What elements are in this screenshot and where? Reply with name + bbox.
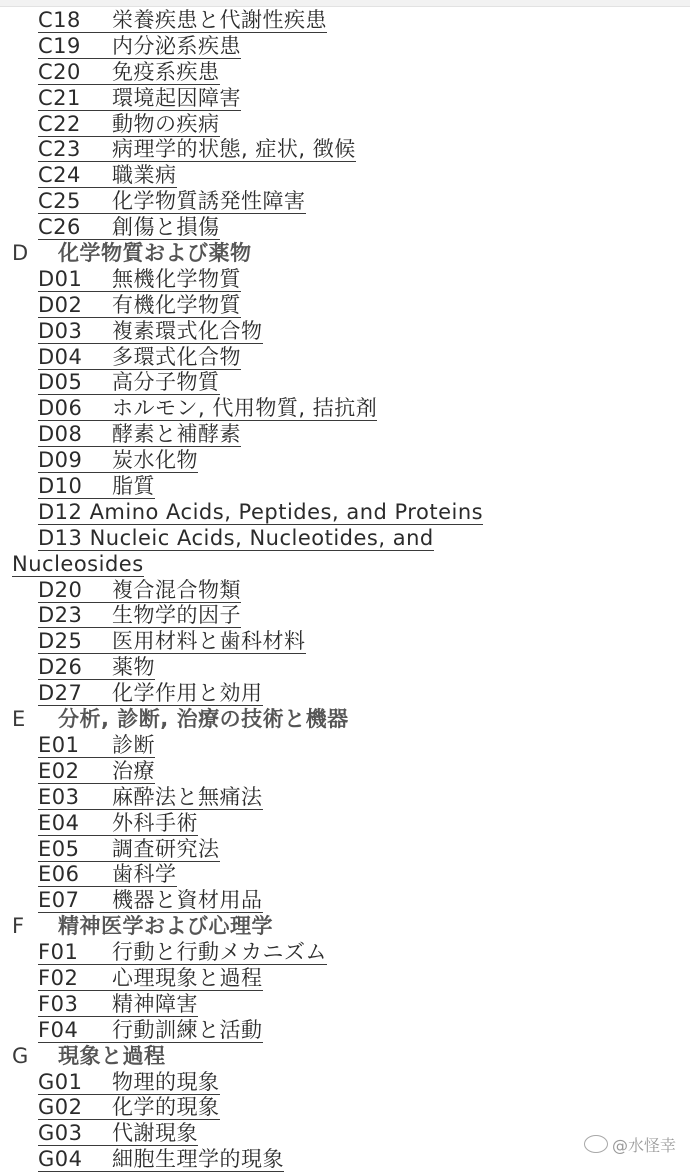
- subcategory-code: E01: [38, 732, 80, 757]
- category-heading: [0, 914, 690, 940]
- subcategory-code: E05: [38, 836, 80, 861]
- list-item: [0, 578, 690, 604]
- list-item: [0, 267, 690, 293]
- list-item: [0, 163, 690, 189]
- list-item: [0, 137, 690, 163]
- subcategory-name: 医用材料と歯科材料: [112, 629, 306, 654]
- list-item: [0, 603, 690, 629]
- subcategory-name: 化学作用と効用: [112, 681, 263, 706]
- subcategory-code: C24: [38, 163, 81, 188]
- list-item: [0, 966, 690, 992]
- subcategory-link[interactable]: [38, 422, 241, 447]
- list-item: [0, 655, 690, 681]
- list-item: [0, 733, 690, 759]
- subcategory-link-continuation[interactable]: Nucleosides: [12, 551, 144, 576]
- subcategory-code: D09: [38, 448, 83, 473]
- subcategory-name: 病理学的状態, 症状, 徴候: [112, 137, 356, 162]
- subcategory-link[interactable]: [38, 345, 241, 370]
- category-name: 分析, 診断, 治療の技術と機器: [58, 707, 349, 732]
- list-item: [0, 526, 690, 552]
- subcategory-name: 精神障害: [112, 991, 198, 1016]
- mesh-tree-list: [0, 8, 690, 1173]
- subcategory-link[interactable]: [38, 733, 155, 758]
- subcategory-code: F02: [38, 965, 79, 990]
- subcategory-link[interactable]: [38, 8, 327, 33]
- subcategory-code: C21: [38, 85, 81, 110]
- subcategory-link[interactable]: [38, 163, 177, 188]
- watermark-text: @水怪幸: [611, 1136, 676, 1155]
- subcategory-code: G04: [38, 1147, 83, 1172]
- list-item: [0, 992, 690, 1018]
- subcategory-code: E07: [38, 888, 80, 913]
- subcategory-name: 化学物質誘発性障害: [112, 189, 306, 214]
- list-item: [0, 112, 690, 138]
- category-name: 化学物質および薬物: [58, 241, 252, 266]
- subcategory-code: C18: [38, 8, 81, 32]
- subcategory-code: D25: [38, 629, 83, 654]
- list-item: [0, 1095, 690, 1121]
- list-item: [0, 370, 690, 396]
- subcategory-name: 治療: [112, 758, 155, 783]
- subcategory-code: D05: [38, 370, 83, 395]
- subcategory-code: C25: [38, 189, 81, 214]
- subcategory-code: C19: [38, 33, 81, 58]
- list-item: [0, 785, 690, 811]
- subcategory-link[interactable]: [38, 862, 177, 887]
- list-item: [0, 1018, 690, 1044]
- list-item-continuation: [0, 552, 690, 578]
- subcategory-link[interactable]: [38, 837, 220, 862]
- subcategory-link[interactable]: [38, 603, 241, 628]
- subcategory-link[interactable]: D13 Nucleic Acids, Nucleotides, and: [38, 525, 434, 550]
- subcategory-name: 心理現象と過程: [112, 965, 263, 990]
- subcategory-code: D20: [38, 577, 83, 602]
- subcategory-link[interactable]: [38, 681, 263, 706]
- list-item: [0, 215, 690, 241]
- list-item: [0, 319, 690, 345]
- subcategory-code: G03: [38, 1121, 83, 1146]
- subcategory-link[interactable]: [38, 1018, 263, 1043]
- subcategory-name: 細胞生理学的現象: [112, 1147, 284, 1172]
- subcategory-name: 脂質: [112, 474, 155, 499]
- subcategory-code: G01: [38, 1069, 83, 1094]
- subcategory-code: C26: [38, 215, 81, 240]
- list-item: [0, 940, 690, 966]
- subcategory-code: D03: [38, 318, 83, 343]
- category-heading: [0, 707, 690, 733]
- subcategory-link[interactable]: [38, 448, 198, 473]
- subcategory-link[interactable]: [38, 759, 155, 784]
- subcategory-code: D23: [38, 603, 83, 628]
- category-code: G: [12, 1043, 29, 1068]
- subcategory-link[interactable]: [38, 578, 241, 603]
- subcategory-name: 麻酔法と無痛法: [112, 784, 263, 809]
- subcategory-link[interactable]: [38, 785, 263, 810]
- subcategory-name: 高分子物質: [112, 370, 220, 395]
- subcategory-code: D01: [38, 266, 83, 291]
- top-strip: [0, 0, 690, 7]
- subcategory-name: 創傷と損傷: [112, 215, 220, 240]
- subcategory-code: C20: [38, 59, 81, 84]
- subcategory-link[interactable]: [38, 629, 306, 654]
- subcategory-link[interactable]: [38, 267, 241, 292]
- subcategory-name: 調査研究法: [112, 836, 220, 861]
- category-code: F: [12, 914, 25, 939]
- subcategory-name: 行動訓練と活動: [112, 1017, 263, 1042]
- subcategory-name: 物理的現象: [112, 1069, 220, 1094]
- subcategory-name: 有機化学物質: [112, 292, 241, 317]
- subcategory-code: G02: [38, 1095, 83, 1120]
- category-name: 現象と過程: [58, 1043, 166, 1068]
- subcategory-link[interactable]: [38, 86, 241, 111]
- subcategory-code: C22: [38, 111, 81, 136]
- subcategory-link[interactable]: [38, 396, 377, 421]
- watermark: [584, 1133, 676, 1156]
- subcategory-name: 内分泌系疾患: [112, 33, 241, 58]
- subcategory-link[interactable]: [38, 60, 220, 85]
- subcategory-code: C23: [38, 137, 81, 162]
- subcategory-name: 栄養疾患と代謝性疾患: [112, 8, 327, 32]
- subcategory-code: E02: [38, 758, 80, 783]
- subcategory-name: 多環式化合物: [112, 344, 241, 369]
- subcategory-name: 機器と資材用品: [112, 888, 263, 913]
- list-item: [0, 422, 690, 448]
- list-item: [0, 189, 690, 215]
- subcategory-name: 環境起因障害: [112, 85, 241, 110]
- list-item: [0, 34, 690, 60]
- subcategory-code: D10: [38, 474, 83, 499]
- subcategory-link[interactable]: [38, 137, 356, 162]
- subcategory-link[interactable]: [38, 888, 263, 913]
- subcategory-code: F03: [38, 991, 79, 1016]
- category-heading: [0, 1044, 690, 1070]
- list-item: [0, 811, 690, 837]
- category-name: 精神医学および心理学: [58, 914, 273, 939]
- subcategory-link[interactable]: [38, 655, 155, 680]
- subcategory-code: E03: [38, 784, 80, 809]
- subcategory-link[interactable]: [38, 1070, 220, 1095]
- subcategory-link[interactable]: [38, 293, 241, 318]
- subcategory-name: 薬物: [112, 655, 155, 680]
- subcategory-code: E04: [38, 810, 80, 835]
- subcategory-name: 歯科学: [112, 862, 177, 887]
- subcategory-link[interactable]: [38, 1095, 220, 1120]
- subcategory-name: 診断: [112, 732, 155, 757]
- subcategory-name: 無機化学物質: [112, 266, 241, 291]
- subcategory-code: D02: [38, 292, 83, 317]
- list-item: [0, 8, 690, 34]
- list-item: [0, 629, 690, 655]
- subcategory-link[interactable]: [38, 1147, 284, 1172]
- subcategory-code: F01: [38, 940, 79, 965]
- list-item: [0, 888, 690, 914]
- list-item: [0, 293, 690, 319]
- subcategory-name: 動物の疾病: [112, 111, 220, 136]
- category-code: D: [12, 241, 29, 266]
- subcategory-link[interactable]: [38, 370, 220, 395]
- list-item: [0, 345, 690, 371]
- category-heading: [0, 241, 690, 267]
- subcategory-link[interactable]: [38, 34, 241, 59]
- subcategory-code: D08: [38, 422, 83, 447]
- subcategory-link[interactable]: [38, 474, 155, 499]
- list-item: [0, 500, 690, 526]
- list-item: [0, 681, 690, 707]
- list-item: [0, 759, 690, 785]
- subcategory-name: ホルモン, 代用物質, 拮抗剤: [112, 396, 378, 421]
- subcategory-name: 複素環式化合物: [112, 318, 263, 343]
- category-code: E: [12, 707, 26, 732]
- subcategory-code: E06: [38, 862, 80, 887]
- subcategory-link[interactable]: [38, 215, 220, 240]
- subcategory-code: D27: [38, 681, 83, 706]
- subcategory-code: D26: [38, 655, 83, 680]
- subcategory-link[interactable]: [38, 992, 198, 1017]
- subcategory-name: 化学的現象: [112, 1095, 220, 1120]
- list-item: [0, 60, 690, 86]
- subcategory-name: 免疫系疾患: [112, 59, 220, 84]
- list-item: [0, 837, 690, 863]
- list-item: [0, 448, 690, 474]
- list-item: [0, 86, 690, 112]
- subcategory-link[interactable]: [38, 112, 220, 137]
- list-item: [0, 1070, 690, 1096]
- subcategory-link[interactable]: [38, 940, 327, 965]
- list-item: [0, 862, 690, 888]
- subcategory-code: F04: [38, 1017, 79, 1042]
- subcategory-link[interactable]: [38, 189, 306, 214]
- subcategory-code: D04: [38, 344, 83, 369]
- subcategory-name: 行動と行動メカニズム: [112, 940, 327, 965]
- subcategory-name: 複合混合物類: [112, 577, 241, 602]
- weibo-icon: [584, 1135, 608, 1153]
- list-item: [0, 474, 690, 500]
- subcategory-link[interactable]: [38, 966, 263, 991]
- subcategory-name: 酵素と補酵素: [112, 422, 241, 447]
- subcategory-name: 代謝現象: [112, 1121, 198, 1146]
- subcategory-name: 炭水化物: [112, 448, 198, 473]
- subcategory-name: 職業病: [112, 163, 177, 188]
- list-item: [0, 396, 690, 422]
- subcategory-name: 生物学的因子: [112, 603, 241, 628]
- subcategory-name: 外科手術: [112, 810, 198, 835]
- subcategory-link[interactable]: [38, 319, 263, 344]
- subcategory-link[interactable]: [38, 1121, 198, 1146]
- subcategory-code: D06: [38, 396, 83, 421]
- subcategory-link[interactable]: D12 Amino Acids, Peptides, and Proteins: [38, 499, 484, 524]
- subcategory-link[interactable]: [38, 811, 198, 836]
